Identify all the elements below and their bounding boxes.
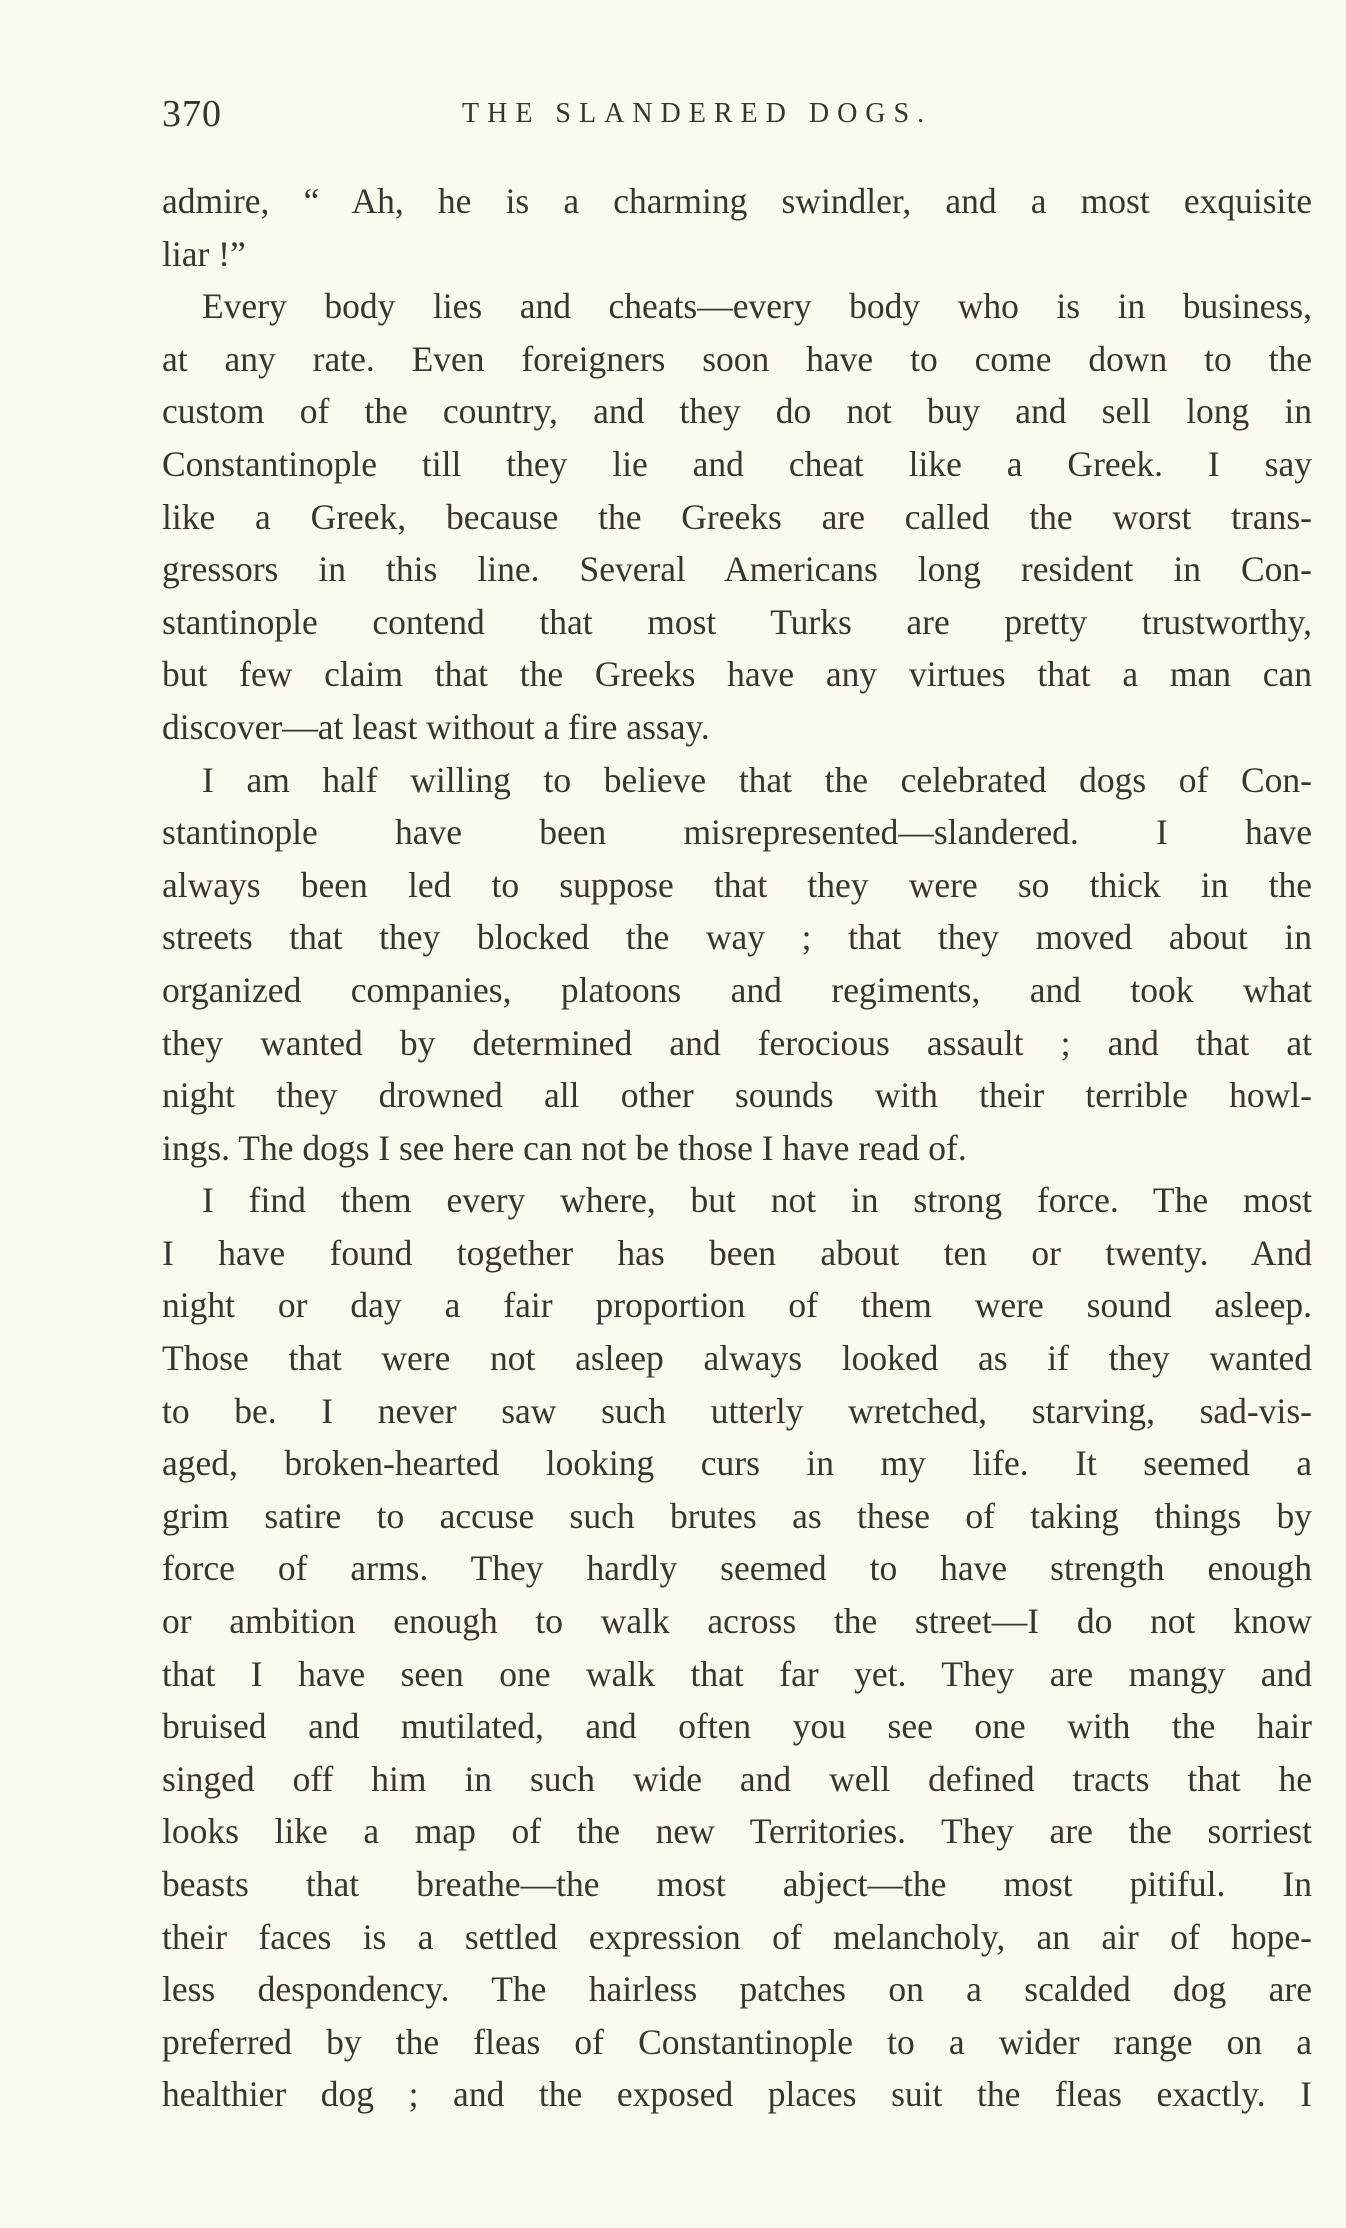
text-line: to be. I never saw such utterly wretched, starving, sad-vis- [162, 1390, 1312, 1431]
text-line: aged, broken-hearted looking curs in my life. It seemed a [162, 1443, 1312, 1484]
text-line: Constantinople till they lie and cheat like a Greek. I say [162, 443, 1312, 484]
text-line: I find them every where, but not in strong force. The most [202, 1180, 1312, 1221]
text-line: ings. The dogs I see here can not be those I have read of. [162, 1127, 967, 1168]
text-line: custom of the country, and they do not buy and sell long in [162, 391, 1312, 432]
text-line: their faces is a settled expression of melancholy, an air of hope- [162, 1916, 1312, 1957]
text-line: less despondency. The hairless patches on a scalded dog are [162, 1969, 1312, 2010]
text-line: stantinople have been misrepresented—slandered. I have [162, 812, 1312, 853]
text-line: singed off him in such wide and well defined tracts that he [162, 1758, 1312, 1799]
text-line: discover—at least without a fire assay. [162, 706, 710, 747]
text-line: they wanted by determined and ferocious assault ; and that at [162, 1022, 1312, 1063]
text-line: looks like a map of the new Territories. They are the sorriest [162, 1811, 1312, 1852]
text-line: at any rate. Even foreigners soon have to come down to the [162, 338, 1312, 379]
text-line: like a Greek, because the Greeks are called the worst trans- [162, 496, 1312, 537]
text-line: but few claim that the Greeks have any virtues that a man can [162, 654, 1312, 695]
text-line: liar !” [162, 233, 246, 274]
text-line: force of arms. They hardly seemed to have strength enough [162, 1548, 1312, 1589]
text-line: always been led to suppose that they were so thick in the [162, 864, 1312, 905]
running-head: THE SLANDERED DOGS. [462, 98, 933, 129]
text-line: admire, “ Ah, he is a charming swindler, and a most exquisite [162, 181, 1312, 221]
page-header [162, 92, 1310, 152]
text-line: beasts that breathe—the most abject—the most pitiful. In [162, 1864, 1312, 1904]
text-line: I have found together has been about ten or twenty. And [162, 1232, 1312, 1273]
body-text [162, 175, 1312, 2121]
text-line: grim satire to accuse such brutes as these of taking things by [162, 1495, 1312, 1536]
text-line: Those that were not asleep always looked as if they wanted [162, 1338, 1312, 1379]
text-line: Every body lies and cheats—every body who is in business, [202, 286, 1312, 327]
page-number: 370 [162, 93, 222, 135]
text-line: stantinople contend that most Turks are pretty trustworthy, [162, 601, 1312, 642]
text-line: healthier dog ; and the exposed places suit the fleas exactly. I [162, 2074, 1312, 2115]
text-line: night they drowned all other sounds with their terrible howl- [162, 1075, 1312, 1116]
text-line: night or day a fair proportion of them were sound asleep. [162, 1285, 1312, 1326]
text-line: preferred by the fleas of Constantinople to a wider range on a [162, 2021, 1312, 2062]
text-line: that I have seen one walk that far yet. They are mangy and [162, 1653, 1312, 1694]
text-line: bruised and mutilated, and often you see one with the hair [162, 1706, 1312, 1747]
text-line: streets that they blocked the way ; that they moved about in [162, 917, 1312, 958]
text-line: or ambition enough to walk across the street—I do not know [162, 1601, 1312, 1642]
text-line: I am half willing to believe that the celebrated dogs of Con- [202, 759, 1312, 800]
text-line: gressors in this line. Several Americans long resident in Con- [162, 549, 1312, 590]
text-line: organized companies, platoons and regiments, and took what [162, 969, 1312, 1010]
